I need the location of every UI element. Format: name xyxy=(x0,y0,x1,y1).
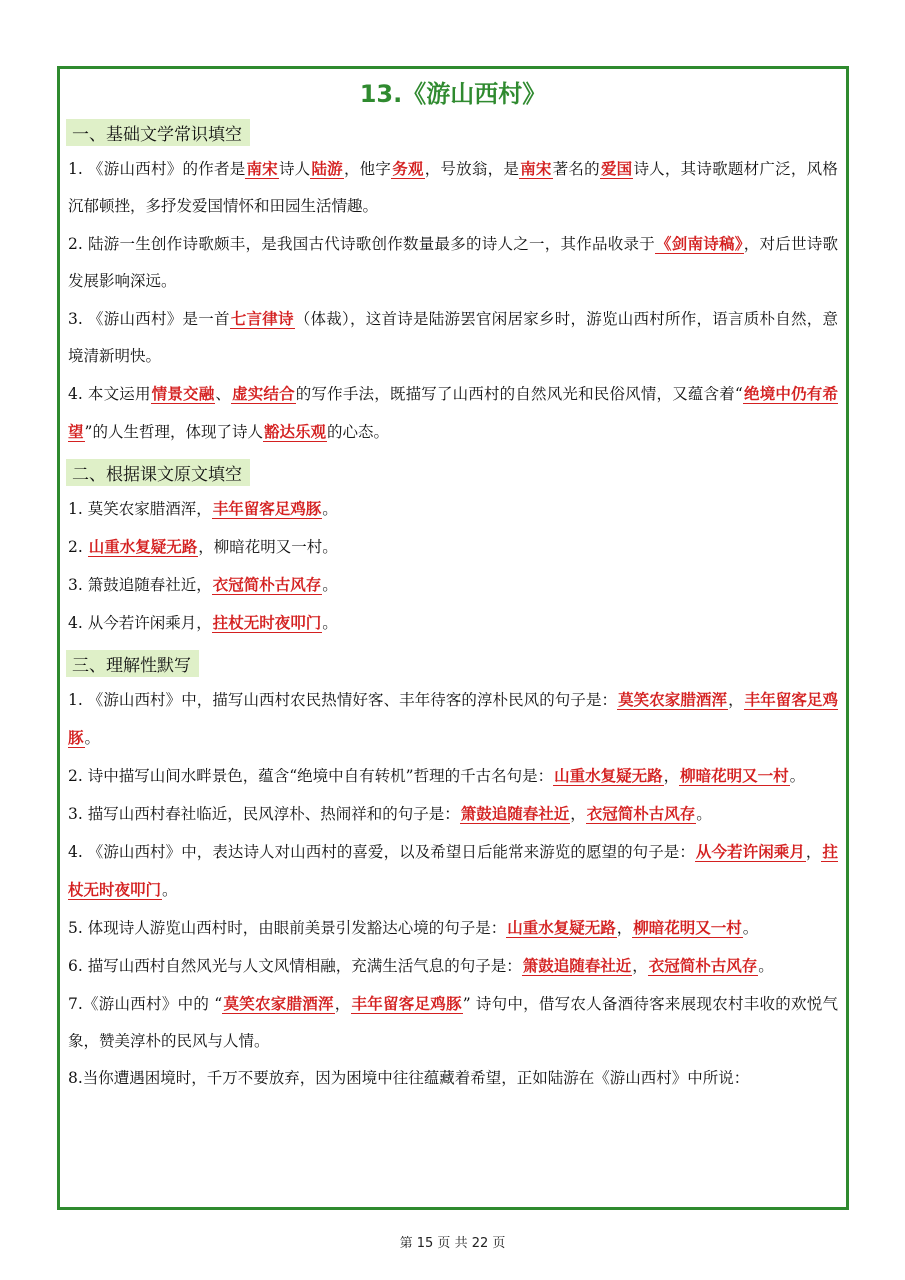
question-text: 3. 描写山西村春社临近，民风淳朴、热闹祥和的句子是： xyxy=(68,805,460,823)
question-text: 6. 描写山西村自然风光与人文风情相融，充满生活气息的句子是： xyxy=(68,957,522,975)
answer-text: 丰年留客足鸡豚 xyxy=(212,499,322,518)
question-text: 的写作手法，既描写了山西村的自然风光和民俗风情，又蕴含着“ xyxy=(295,385,743,403)
question-text: ，柳暗花明又一村。 xyxy=(198,538,338,556)
section-1 xyxy=(60,111,846,451)
question-item xyxy=(60,909,846,947)
section-3 xyxy=(60,642,846,1097)
question-text: 诗人 xyxy=(278,160,311,178)
question-text: ” 诗句中，借写农人备酒待客来展现农村丰收的欢悦气象，赞美淳朴的民风与人情。 xyxy=(68,995,838,1050)
question-item xyxy=(60,1060,846,1097)
question-item xyxy=(60,947,846,985)
answer-text: 衣冠简朴古风存 xyxy=(212,575,322,594)
question-text: 。 xyxy=(162,881,178,899)
answer-text: 箫鼓追随春社近 xyxy=(460,804,570,823)
question-text: ，对后世诗歌发展影响深远。 xyxy=(68,235,838,290)
question-item xyxy=(60,375,846,451)
question-text: 著名的 xyxy=(552,160,600,178)
section-2 xyxy=(60,451,846,642)
question-item xyxy=(60,490,846,528)
answer-text: 山重水复疑无路 xyxy=(554,766,663,785)
answer-text: 南宋 xyxy=(246,159,278,178)
question-text: 2. 诗中描写山间水畔景色，蕴含“绝境中自有转机”哲理的千古名句是： xyxy=(68,767,554,785)
question-text: 3. 《游山西村》是一首 xyxy=(68,310,230,328)
sections-container xyxy=(60,111,846,1097)
answer-text: 山重水复疑无路 xyxy=(88,537,198,556)
question-item xyxy=(60,300,846,375)
answer-text: 陆游 xyxy=(311,159,343,178)
answer-text: 箫鼓追随春社近 xyxy=(522,956,632,975)
question-text: 5. 体现诗人游览山西村时，由眼前美景引发豁达心境的句子是： xyxy=(68,919,507,937)
question-text: ， xyxy=(570,805,586,823)
answer-text: 爱国 xyxy=(600,159,633,178)
question-item xyxy=(60,795,846,833)
answer-text: 七言律诗 xyxy=(230,309,294,328)
page-title: 13.《游山西村》 xyxy=(359,80,547,108)
answer-text: 莫笑农家腊酒浑 xyxy=(618,690,728,709)
answer-text: 丰年留客足鸡豚 xyxy=(351,994,462,1013)
question-item xyxy=(60,757,846,795)
question-text: 4. 从今若许闲乘月， xyxy=(68,614,212,632)
question-text: 。 xyxy=(322,576,338,594)
question-text: 4. 《游山西村》中，表达诗人对山西村的喜爱，以及希望日后能常来游览的愿望的句子是： xyxy=(68,843,695,861)
question-text: 诗人，其诗歌题材广泛，风格沉郁顿挫，多抒发爱国情怀和田园生活情趣。 xyxy=(68,160,838,215)
question-text: ，号放翁，是 xyxy=(424,160,520,178)
question-text: 。 xyxy=(758,957,774,975)
answer-text: 虚实结合 xyxy=(232,384,295,403)
question-text: 3. 箫鼓追随春社近， xyxy=(68,576,212,594)
question-text: 4. 本文运用 xyxy=(68,385,151,403)
question-text: 1. 《游山西村》中，描写山西村农民热情好客、丰年待客的淳朴民风的句子是： xyxy=(68,691,618,709)
answer-text: 柳暗花明又一村 xyxy=(680,766,789,785)
answer-text: 《剑南诗稿》 xyxy=(655,234,743,253)
question-text: ， xyxy=(616,919,633,937)
question-text: ， xyxy=(632,957,648,975)
question-text: 8.当你遭遇困境时，千万不要放弃，因为困境中往往蕴藏着希望，正如陆游在《游山西村》中所说： xyxy=(68,1069,750,1087)
question-item xyxy=(60,985,846,1060)
answer-text: 衣冠简朴古风存 xyxy=(648,956,758,975)
question-text: 2. 陆游一生创作诗歌颇丰，是我国古代诗歌创作数量最多的诗人之一，其作品收录于 xyxy=(68,235,655,253)
question-item xyxy=(60,604,846,642)
question-item xyxy=(60,225,846,300)
question-text: 2. xyxy=(68,538,88,556)
answer-text: 从今若许闲乘月 xyxy=(695,842,805,861)
answer-text: 柳暗花明又一村 xyxy=(633,918,742,937)
answer-text: 拄杖无时夜叩门 xyxy=(68,842,838,899)
answer-text: 丰年留客足鸡豚 xyxy=(68,690,838,747)
content-frame xyxy=(57,66,849,1210)
question-item xyxy=(60,150,846,225)
question-text: 。 xyxy=(742,919,759,937)
question-text: 。 xyxy=(696,805,712,823)
question-text: （体裁），这首诗是陆游罢官闲居家乡时，游览山西村所作，语言质朴自然，意境清新明快。 xyxy=(68,310,838,365)
question-text: ， xyxy=(334,995,351,1013)
question-text: ， xyxy=(663,767,680,785)
question-item xyxy=(60,681,846,757)
answer-text: 务观 xyxy=(392,159,424,178)
question-item xyxy=(60,528,846,566)
answer-text: 情景交融 xyxy=(151,384,215,403)
answer-text: 南宋 xyxy=(520,159,552,178)
answer-text: 拄杖无时夜叩门 xyxy=(212,613,322,632)
question-item xyxy=(60,566,846,604)
question-text: ”的人生哲理，体现了诗人 xyxy=(84,423,263,441)
page-footer: 第 15 页 共 22 页 xyxy=(399,1236,506,1251)
answer-text: 莫笑农家腊酒浑 xyxy=(223,994,334,1013)
section-heading: 二、根据课文原文填空 xyxy=(66,459,250,486)
question-text: 的心态。 xyxy=(326,423,389,441)
question-text: ， xyxy=(805,843,822,861)
question-text: 。 xyxy=(84,729,101,747)
question-text: 。 xyxy=(789,767,806,785)
section-heading: 三、理解性默写 xyxy=(66,650,199,677)
question-item xyxy=(60,833,846,909)
answer-text: 绝境中仍有希望 xyxy=(68,384,838,441)
question-text: 1. 《游山西村》的作者是 xyxy=(68,160,246,178)
answer-text: 豁达乐观 xyxy=(263,422,326,441)
question-text: ，他字 xyxy=(343,160,392,178)
question-text: 。 xyxy=(322,500,338,518)
question-text: 。 xyxy=(322,614,338,632)
section-heading: 一、基础文学常识填空 xyxy=(66,119,250,146)
answer-text: 山重水复疑无路 xyxy=(507,918,616,937)
answer-text: 衣冠简朴古风存 xyxy=(586,804,696,823)
question-text: 1. 莫笑农家腊酒浑， xyxy=(68,500,212,518)
question-text: 、 xyxy=(215,385,232,403)
question-text: 7.《游山西村》中的 “ xyxy=(68,995,223,1013)
question-text: ， xyxy=(728,691,744,709)
